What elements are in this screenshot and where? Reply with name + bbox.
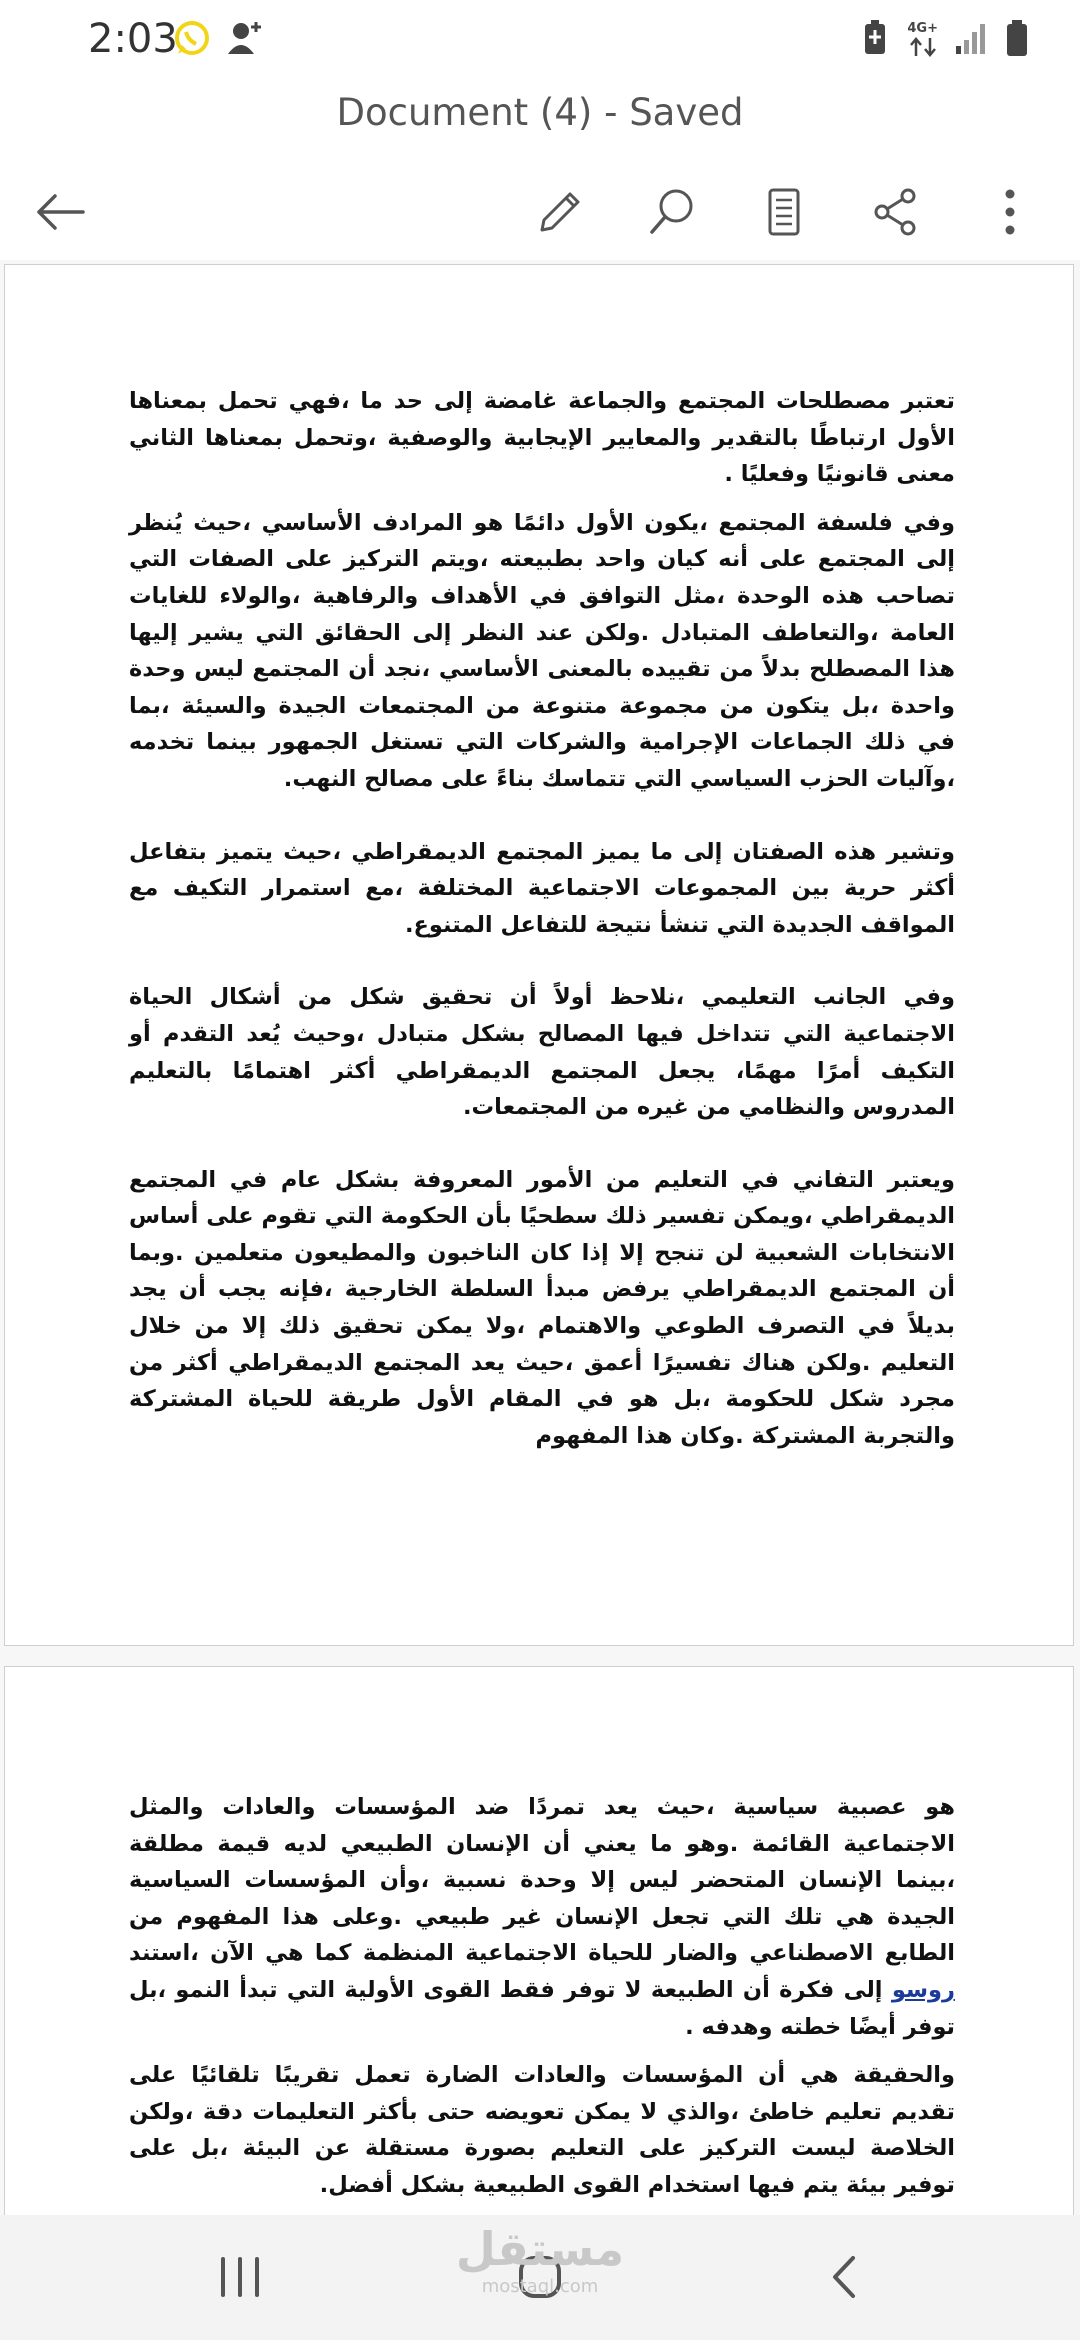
- document-canvas[interactable]: [0, 260, 1080, 2215]
- document-page[interactable]: [4, 1666, 1074, 2215]
- back-arrow-icon[interactable]: [30, 182, 90, 242]
- watermark-arabic: مستقل: [455, 2222, 625, 2276]
- paragraph-text: إلى فكرة أن الطبيعة لا توفر فقط القوى الأولية التي تبدأ النمو ،بل توفر أيضًا خطته وهدفه .: [129, 1976, 955, 2040]
- paragraph-text: هو عصبية سياسية ،حيث يعد تمردًا ضد المؤسسات والعادات والمثل الاجتماعية القائمة .وهو ما يعني أن الإنسان الطبيعي لديه قيمة مطلقة ،بينما الإنسان المتحضر ليس إلا وحدة نسبية ،وأن المؤسسات السياسية الجيدة هي تلك التي تجعل الإنسان غير طبيعي .وعلى هذا المفهوم من الطابع الاصطناعي والضار للحياة الاجتماعية المنظمة كما هي الآن ،استند: [129, 1794, 955, 1967]
- document-page[interactable]: [4, 264, 1074, 1646]
- paragraph[interactable]: وفي فلسفة المجتمع ،يكون الأول دائمًا هو المرادف الأساسي ،حيث يُنظر إلى المجتمع على أنه كيان واحد بطبيعته ،ويتم التركيز على الصفات التي تصاحب هذه الوحدة ،مثل التوافق في الأهداف والرفاهية ،والولاء للغايات العامة ،والتعاطف المتبادل .ولكن عند النظر إلى الحقائق التي يشير إليها هذا المصطلح بدلاً من تقييده بالمعنى الأساسي ،نجد أن المجتمع ليس وحدة واحدة ،بل يتكون من مجموعة متنوعة من المجتمعات الجيدة والسيئة ،بما في ذلك الجماعات الإجرامية والشركات التي تستغل الجمهور بينما تخدمه ،وآليات الحزب السياسي التي تتماسك بناءً على مصالح النهب.: [129, 509, 955, 792]
- document-title-bar: [0, 82, 1080, 162]
- whatsapp-icon: [172, 18, 212, 62]
- back-chevron-icon[interactable]: [805, 2245, 885, 2309]
- share-icon[interactable]: [866, 182, 926, 242]
- search-icon[interactable]: [642, 182, 702, 242]
- paragraph[interactable]: [129, 1789, 955, 2045]
- status-bar: [0, 0, 1080, 82]
- mobile-view-icon[interactable]: [754, 182, 814, 242]
- paragraph[interactable]: ويعتبر التفاني في التعليم من الأمور المعروفة بشكل عام في المجتمع الديمقراطي ،ويمكن تفسير ذلك سطحيًا بأن الحكومة التي تقوم على أساس الانتخابات الشعبية لن تنجح إلا إذا كان الناخبون والمطيعون متعلمين .وبما أن المجتمع الديمقراطي يرفض مبدأ السلطة الخارجية ،فإنه يجب أن يجد بديلاً في التصرف الطوعي والاهتمام ،ولا يمكن تحقيق ذلك إلا من خلال التعليم .ولكن هناك تفسيرًا أعمق ،حيث يعد المجتمع الديمقراطي أكثر من مجرد شكل للحكومة ،بل هو في المقام الأول طريقة للحياة المشتركة والتجربة المشتركة .وكان هذا المفهوم: [129, 1166, 955, 1449]
- page-body[interactable]: [129, 1789, 955, 2215]
- status-time: 2:03: [88, 16, 178, 62]
- network-type-label: 4G+: [907, 21, 938, 36]
- watermark-latin: mostaql.com: [481, 2276, 599, 2297]
- recent-apps-icon[interactable]: [200, 2245, 280, 2309]
- add-contact-icon: [226, 18, 266, 62]
- paragraph[interactable]: وتشير هذه الصفتان إلى ما يميز المجتمع الديمقراطي ،حيث يتميز بتفاعل أكثر حرية بين المجموعات الاجتماعية المختلفة ،مع استمرار التكيف مع المواقف الجديدة التي تنشأ نتيجة للتفاعل المتنوع.: [129, 838, 955, 938]
- paragraph[interactable]: وفي الجانب التعليمي ،نلاحظ أولاً أن تحقيق شكل من أشكال الحياة الاجتماعية التي تتداخل فيها المصالح بشكل متبادل ،وحيث يُعد التقدم أو التكيف أمرًا مهمًا، يجعل المجتمع الديمقراطي أكثر اهتمامًا بالتعليم المدروس والنظامي من غيره من المجتمعات.: [129, 984, 955, 1121]
- signal-icon: [954, 18, 988, 62]
- edit-pencil-icon[interactable]: [530, 182, 590, 242]
- page-body[interactable]: [129, 383, 955, 1466]
- document-title[interactable]: Document (4) - Saved: [336, 91, 744, 134]
- battery-icon: [1004, 18, 1030, 62]
- network-arrows-icon: [907, 22, 938, 58]
- watermark: [450, 2222, 630, 2297]
- more-vert-icon[interactable]: [980, 182, 1040, 242]
- toolbar: [0, 162, 1080, 262]
- battery-saver-icon: [859, 18, 891, 62]
- paragraph[interactable]: تعتبر مصطلحات المجتمع والجماعة غامضة إلى حد ما ،فهي تحمل بمعناها الأول ارتباطًا بالتقدير والمعايير الإيجابية والوصفية ،وتحمل بمعناها الثاني معنى قانونيًا وفعليًا .: [129, 388, 955, 488]
- paragraph[interactable]: والحقيقة هي أن المؤسسات والعادات الضارة تعمل تقريبًا تلقائيًا على تقديم تعليم خاطئ ،والذي لا يمكن تعويضه حتى بأكثر التعليمات دقة ،ولكن الخلاصة ليست التركيز على التعليم بصورة مستقلة عن البيئة ،بل على توفير بيئة يتم فيها استخدام القوى الطبيعية بشكل أفضل.: [129, 2062, 955, 2198]
- hyperlink-rousseau[interactable]: روسو: [891, 1976, 955, 2003]
